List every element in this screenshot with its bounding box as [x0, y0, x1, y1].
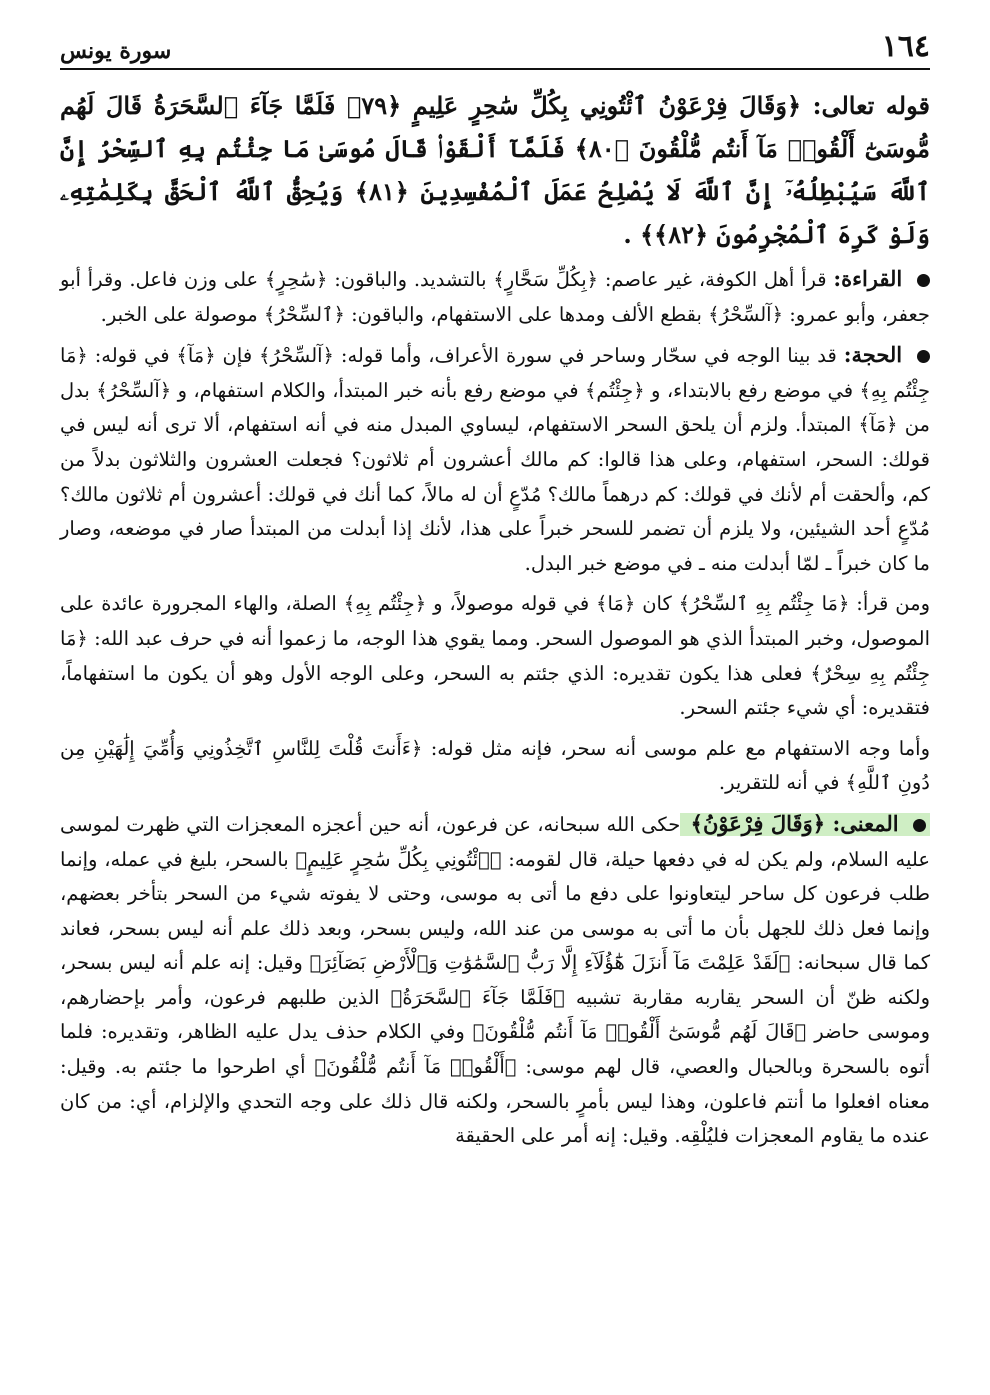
- verse-block: [60, 84, 930, 256]
- bullet-icon: [917, 350, 930, 363]
- verse-text: ﴿وَقَالَ فِرْعَوْنُ ٱئْتُونِي بِكُلِّ سَٰحِرٍ عَلِيمٍ ﴿٧٩﴾ فَلَمَّا جَآءَ ٱلسَّحَرَةُ قَالَ لَهُم مُّوسَىٰٓ أَلْقُوا۟ مَآ أَنتُم مُّلْقُونَ ﴿٨٠﴾ فَلَمَّآ أَلْقَوْا۟ قَالَ مُوسَىٰ مَا جِئْتُم بِهِ ٱلسِّحْرُ إِنَّ ٱللَّهَ سَيُبْطِلُهُۥٓ إِنَّ ٱللَّهَ لَا يُصْلِحُ عَمَلَ ٱلْمُفْسِدِينَ ﴿٨١﴾ وَيُحِقُّ ٱللَّهُ ٱلْحَقَّ بِكَلِمَٰتِهِۦ وَلَوْ كَرِهَ ٱلْمُجْرِمُونَ ﴿٨٢﴾﴾ .: [60, 91, 931, 249]
- section-qiraa: [60, 262, 930, 332]
- section-text-maana: حكى الله سبحانه، عن فرعون، أنه حين أعجزه المعجزات التي ظهرت لموسى عليه السلام، ولم يكن له في دفعها حيلة، قال لقومه: ﴿ٱئْتُونِي بِكُلِّ سَٰحِرٍ عَلِيمٍ﴾ بالسحر، بليغ في عمله، وإنما طلب فرعون كل ساحر ليتعاونوا على دفع ما أتى به موسى، وحتى لا يفوته شيء من السحر بتأخر بعضهم، وإنما فعل ذلك للجهل بأن ما أتى به موسى من عند الله، وليس بسحر، وبعد ذلك علم أنه ليس بسحر، فعاند كما قال سبحانه: ﴿لَقَدْ عَلِمْتَ مَآ أَنزَلَ هَٰٓؤُلَآءِ إِلَّا رَبُّ ٱلسَّمَٰوَٰتِ وَٱلْأَرْضِ بَصَآئِرَ﴾ وقيل: إنه علم أنه ليس بسحر، ولكنه ظنّ أن السحر يقاربه مقاربة تشبيه ﴿فَلَمَّا جَآءَ ٱلسَّحَرَةُ﴾ الذين طلبهم فرعون، وأمر بإحضارهم، وموسى حاضر ﴿قَالَ لَهُم مُّوسَىٰٓ أَلْقُوا۟ مَآ أَنتُم مُّلْقُونَ﴾ وفي الكلام حذف يدل عليه الظاهر، وتقديره: فلما أتوه بالسحرة وبالحبال والعصي، قال لهم موسى: ﴿أَلْقُوا۟ مَآ أَنتُم مُّلْقُونَ﴾ أي اطرحوا ما جئتم به. وقيل: معناه افعلوا ما أنتم فاعلون، وهذا ليس بأمرٍ بالسحر، ولكنه قال ذلك على وجه التحدي والإلزام، أي: من كان عنده ما يقاوم المعجزات فليُلْقِه. وقيل: إنه أمر على الحقيقة: [60, 812, 930, 1148]
- section-label-qiraa: القراءة:: [833, 266, 903, 291]
- page-header: [60, 28, 930, 70]
- page-number: ١٦٤: [881, 29, 930, 64]
- paragraph-reading-explanation: [60, 587, 930, 725]
- bullet-icon: [913, 819, 926, 832]
- section-maana: [60, 807, 930, 1154]
- section-label-maana-highlight: [680, 810, 930, 836]
- section-text-hujja: قد بينا الوجه في سحّار وساحر في سورة الأعراف، وأما قوله: ﴿آلسِّحْرُ﴾ فإن ﴿مَآ﴾ في قوله: ﴿مَا جِئْتُم بِهِ﴾ في موضع رفع بالابتداء، و ﴿جِئْتُم﴾ في موضع رفع بأنه خبر المبتدأ، والكلام استفهام، و ﴿آلسِّحْرُ﴾ بدل من ﴿مَآ﴾ المبتدأ. ولزم أن يلحق السحر الاستفهام، ليساوي المبدل منه في أنه استفهام، ألا ترى أنه ليس في قولك: السحر، استفهام، وعلى هذا قالوا: كم مالك أعشرون أم ثلاثون؟ فجعلت العشرون والثلاثون بدلاً من كم، وألحقت أم لأنك في قولك: كم درهماً مالك؟ مُدّعٍ أن له مالاً، كما أنك في قولك: أعشرون أم ثلاثون مالك؟ مُدّعٍ أحد الشيئين، ولا يلزم أن تضمر للسحر خبراً على هذا، لأنك إذا أبدلت من المبتدأ صار في موضعه، وصار ما كان خبراً ـ لمّا أبدلت منه ـ في موضع خبر البدل.: [60, 344, 930, 575]
- paragraph-istifham: [60, 732, 930, 801]
- verse-lead: قوله تعالى:: [812, 91, 930, 120]
- surah-name: سورة يونس: [60, 38, 172, 64]
- paragraph-text: وأما وجه الاستفهام مع علم موسى أنه سحر، فإنه مثل قوله: ﴿ءَأَنتَ قُلْتَ لِلنَّاسِ ٱتَّخِذُونِي وَأُمِّيَ إِلَٰهَيْنِ مِن دُونِ ٱللَّهِ﴾ في أنه للتقرير.: [60, 736, 930, 795]
- section-text-qiraa: قرأ أهل الكوفة، غير عاصم: ﴿بِكُلِّ سَحَّارٍ﴾ بالتشديد. والباقون: ﴿سَٰحِرٍ﴾ على وزن فاعل. وقرأ أبو جعفر، وأبو عمرو: ﴿آلسِّحْرُ﴾ بقطع الألف ومدها على الاستفهام، والباقون: ﴿ٱلسِّحْرُ﴾ موصولة على الخبر.: [60, 268, 930, 326]
- paragraph-text: ومن قرأ: ﴿مَا جِئْتُم بِهِ ٱلسِّحْرُ﴾ كان ﴿مَا﴾ في قوله موصولاً، و ﴿جِئْتُم بِهِ﴾ الصلة، والهاء المجرورة عائدة على الموصول، وخبر المبتدأ الذي هو الموصول السحر. ومما يقوي هذا الوجه، ما زعموا أنه في حرف عبد الله: ﴿مَا جِئْتُم بِهِ سِحْرٌ﴾ فعلى هذا يكون تقديره: الذي جئتم به السحر، وعلى الوجه الأول وهو أن يكون ما استفهاماً، فتقديره: أي شيء جئتم السحر.: [60, 592, 930, 720]
- bullet-icon: [917, 274, 930, 287]
- section-label-hujja: الحجة:: [843, 342, 903, 368]
- section-label-maana: المعنى: ﴿وَقَالَ فِرْعَوْنُ﴾: [690, 810, 899, 836]
- section-hujja: [60, 338, 930, 581]
